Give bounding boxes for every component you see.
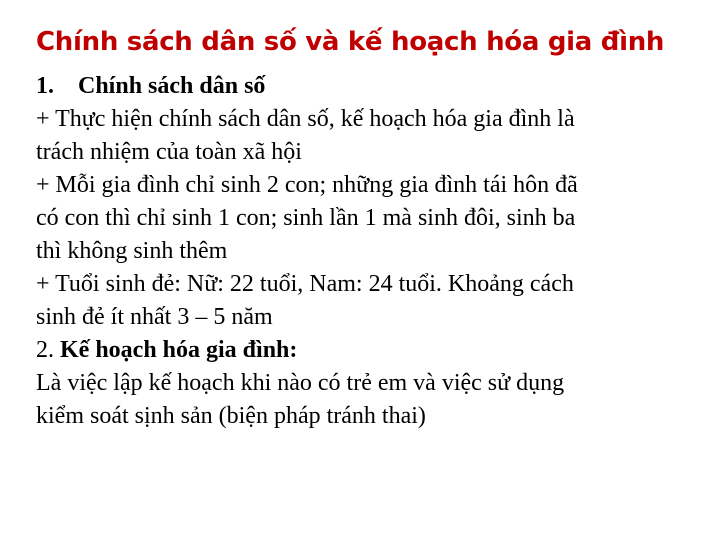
section-2-text <box>36 367 686 433</box>
section-1-item <box>36 169 686 268</box>
section-2-number: 2. <box>36 337 54 363</box>
item-line: thì không sinh thêm <box>36 238 228 264</box>
section-2-heading <box>36 334 686 367</box>
item-line: trách nhiệm của toàn xã hội <box>36 139 302 165</box>
slide-body <box>36 70 686 433</box>
section-1-item <box>36 103 686 169</box>
item-line: sinh đẻ ít nhất 3 – 5 năm <box>36 304 273 330</box>
item-line: có con thì chỉ sinh 1 con; sinh lần 1 mà sinh đôi, sinh ba <box>36 205 576 231</box>
item-line: + Tuổi sinh đẻ: Nữ: 22 tuổi, Nam: 24 tuổi. Khoảng cách <box>36 271 574 297</box>
section-2-line: kiểm soát sịnh sản (biện pháp tránh thai) <box>36 403 426 429</box>
slide-title: Chính sách dân số và kế hoạch hóa gia đình <box>36 27 665 57</box>
section-1-item <box>36 268 686 334</box>
section-1-title: Chính sách dân số <box>78 73 266 99</box>
section-2-line: Là việc lập kế hoạch khi nào có trẻ em và việc sử dụng <box>36 370 565 396</box>
section-1-heading <box>36 70 686 103</box>
section-2-title: Kế hoạch hóa gia đình: <box>60 337 298 363</box>
item-line: + Thực hiện chính sách dân số, kế hoạch hóa gia đình là <box>36 106 575 132</box>
item-line: + Mỗi gia đình chỉ sinh 2 con; những gia đình tái hôn đã <box>36 172 578 198</box>
section-1-number: 1. <box>36 73 54 99</box>
